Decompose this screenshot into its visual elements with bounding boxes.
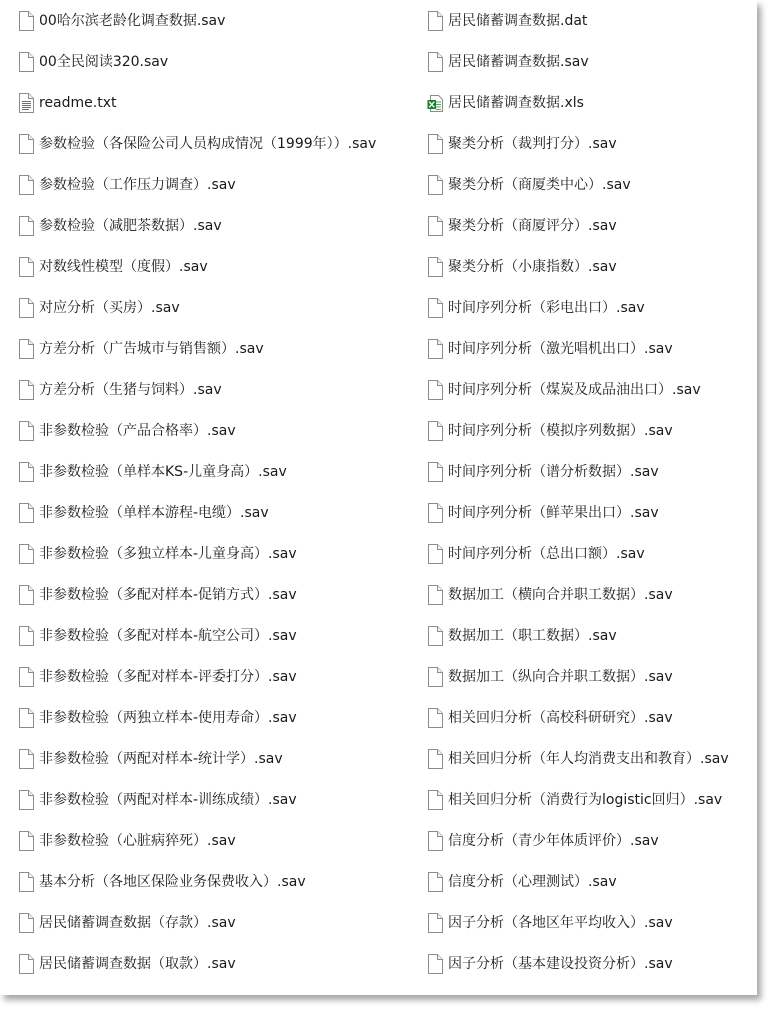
file-item[interactable]: [18, 902, 236, 943]
file-item[interactable]: [427, 574, 673, 615]
file-name: 非参数检验（单样本游程-电缆）.sav: [39, 504, 269, 521]
file-name: 非参数检验（两配对样本-训练成绩）.sav: [39, 791, 297, 808]
excel-file-icon: [427, 93, 443, 113]
file-item[interactable]: [18, 246, 208, 287]
file-name: 非参数检验（两配对样本-统计学）.sav: [39, 750, 283, 767]
file-item[interactable]: [427, 697, 673, 738]
file-item[interactable]: [18, 533, 297, 574]
blank-file-icon: [427, 790, 443, 810]
blank-file-icon: [18, 134, 34, 154]
file-name: 信度分析（心理测试）.sav: [448, 873, 617, 890]
file-item[interactable]: [427, 246, 617, 287]
file-name: 非参数检验（多配对样本-评委打分）.sav: [39, 668, 297, 685]
file-name: 非参数检验（两独立样本-使用寿命）.sav: [39, 709, 297, 726]
file-item[interactable]: [18, 205, 222, 246]
file-name: readme.txt: [39, 94, 117, 111]
blank-file-icon: [18, 585, 34, 605]
file-item[interactable]: [18, 656, 297, 697]
file-name: 聚类分析（裁判打分）.sav: [448, 135, 617, 152]
file-item[interactable]: [427, 943, 673, 984]
file-name: 非参数检验（多配对样本-航空公司）.sav: [39, 627, 297, 644]
file-name: 时间序列分析（彩电出口）.sav: [448, 299, 645, 316]
blank-file-icon: [18, 626, 34, 646]
file-item[interactable]: [427, 369, 701, 410]
file-item[interactable]: [18, 410, 236, 451]
file-name: 居民储蓄调查数据（取款）.sav: [39, 955, 236, 972]
file-name: 方差分析（生猪与饲料）.sav: [39, 381, 222, 398]
blank-file-icon: [427, 708, 443, 728]
file-item[interactable]: [427, 41, 589, 82]
file-name: 对数线性模型（度假）.sav: [39, 258, 208, 275]
file-name: 时间序列分析（鲜苹果出口）.sav: [448, 504, 659, 521]
blank-file-icon: [427, 913, 443, 933]
file-item[interactable]: [18, 738, 283, 779]
blank-file-icon: [18, 790, 34, 810]
blank-file-icon: [18, 503, 34, 523]
file-item[interactable]: [18, 0, 225, 41]
file-item[interactable]: [427, 410, 673, 451]
file-name: 时间序列分析（激光唱机出口）.sav: [448, 340, 673, 357]
blank-file-icon: [18, 544, 34, 564]
file-name: 对应分析（买房）.sav: [39, 299, 180, 316]
file-item[interactable]: [18, 861, 306, 902]
blank-file-icon: [427, 872, 443, 892]
blank-file-icon: [18, 831, 34, 851]
file-name: 时间序列分析（总出口额）.sav: [448, 545, 645, 562]
file-item[interactable]: [18, 41, 168, 82]
file-item[interactable]: [18, 492, 269, 533]
blank-file-icon: [427, 52, 443, 72]
file-item[interactable]: [427, 287, 645, 328]
blank-file-icon: [18, 298, 34, 318]
file-item[interactable]: [427, 615, 617, 656]
file-item[interactable]: [427, 902, 673, 943]
file-item[interactable]: [18, 164, 236, 205]
file-name: 数据加工（纵向合并职工数据）.sav: [448, 668, 673, 685]
blank-file-icon: [427, 175, 443, 195]
blank-file-icon: [18, 913, 34, 933]
blank-file-icon: [427, 257, 443, 277]
blank-file-icon: [18, 462, 34, 482]
file-name: 相关回归分析（消费行为logistic回归）.sav: [448, 791, 723, 808]
file-name: 因子分析（各地区年平均收入）.sav: [448, 914, 673, 931]
file-name: 参数检验（工作压力调查）.sav: [39, 176, 236, 193]
blank-file-icon: [18, 954, 34, 974]
blank-file-icon: [427, 626, 443, 646]
file-name: 基本分析（各地区保险业务保费收入）.sav: [39, 873, 306, 890]
file-item[interactable]: [427, 738, 729, 779]
blank-file-icon: [427, 298, 443, 318]
file-item[interactable]: [427, 779, 722, 820]
blank-file-icon: [427, 544, 443, 564]
file-item[interactable]: [427, 492, 659, 533]
blank-file-icon: [427, 380, 443, 400]
file-name: 非参数检验（单样本KS-儿童身高）.sav: [39, 463, 287, 480]
blank-file-icon: [427, 134, 443, 154]
file-name: 00全民阅读320.sav: [39, 53, 169, 70]
file-name: 居民储蓄调查数据.dat: [448, 12, 588, 29]
blank-file-icon: [18, 339, 34, 359]
blank-file-icon: [18, 708, 34, 728]
file-name: 非参数检验（产品合格率）.sav: [39, 422, 236, 439]
blank-file-icon: [18, 175, 34, 195]
file-item[interactable]: [427, 656, 673, 697]
blank-file-icon: [427, 749, 443, 769]
blank-file-icon: [427, 339, 443, 359]
blank-file-icon: [18, 872, 34, 892]
file-name: 00哈尔滨老龄化调查数据.sav: [39, 12, 226, 29]
blank-file-icon: [427, 831, 443, 851]
blank-file-icon: [427, 585, 443, 605]
file-item[interactable]: [18, 287, 180, 328]
file-name: 参数检验（各保险公司人员构成情况（1999年））.sav: [39, 135, 377, 152]
file-item[interactable]: [427, 0, 587, 41]
file-item[interactable]: [427, 861, 617, 902]
file-item[interactable]: [18, 697, 297, 738]
file-name: 聚类分析（商厦评分）.sav: [448, 217, 617, 234]
file-item[interactable]: [18, 574, 297, 615]
file-name: 时间序列分析（模拟序列数据）.sav: [448, 422, 673, 439]
file-name: 居民储蓄调查数据.sav: [448, 53, 589, 70]
file-item[interactable]: [18, 328, 264, 369]
blank-file-icon: [18, 421, 34, 441]
blank-file-icon: [18, 749, 34, 769]
file-name: 数据加工（横向合并职工数据）.sav: [448, 586, 673, 603]
file-name: 相关回归分析（年人均消费支出和教育）.sav: [448, 750, 729, 767]
blank-file-icon: [18, 11, 34, 31]
blank-file-icon: [427, 11, 443, 31]
file-item[interactable]: [18, 943, 236, 984]
file-name: 非参数检验（多独立样本-儿童身高）.sav: [39, 545, 297, 562]
blank-file-icon: [427, 216, 443, 236]
file-item[interactable]: [18, 123, 376, 164]
file-name: 居民储蓄调查数据.xls: [448, 94, 584, 111]
file-name: 时间序列分析（谱分析数据）.sav: [448, 463, 659, 480]
file-name: 非参数检验（多配对样本-促销方式）.sav: [39, 586, 297, 603]
file-item[interactable]: [427, 533, 645, 574]
file-item[interactable]: [427, 123, 617, 164]
file-item[interactable]: [427, 820, 659, 861]
blank-file-icon: [427, 421, 443, 441]
file-name: 参数检验（减肥茶数据）.sav: [39, 217, 222, 234]
file-item[interactable]: [18, 82, 117, 123]
file-item[interactable]: [18, 615, 297, 656]
blank-file-icon: [18, 216, 34, 236]
file-item[interactable]: [18, 369, 222, 410]
text-file-icon: [18, 93, 34, 113]
blank-file-icon: [18, 257, 34, 277]
file-item[interactable]: [18, 820, 236, 861]
file-name: 方差分析（广告城市与销售额）.sav: [39, 340, 264, 357]
file-name: 相关回归分析（高校科研研究）.sav: [448, 709, 673, 726]
file-name: 数据加工（职工数据）.sav: [448, 627, 617, 644]
blank-file-icon: [427, 954, 443, 974]
file-name: 聚类分析（商厦类中心）.sav: [448, 176, 631, 193]
file-name: 时间序列分析（煤炭及成品油出口）.sav: [448, 381, 701, 398]
file-name: 因子分析（基本建设投资分析）.sav: [448, 955, 673, 972]
file-item[interactable]: [427, 82, 584, 123]
blank-file-icon: [427, 667, 443, 687]
file-name: 非参数检验（心脏病猝死）.sav: [39, 832, 236, 849]
blank-file-icon: [427, 503, 443, 523]
file-item[interactable]: [18, 451, 287, 492]
file-name: 信度分析（青少年体质评价）.sav: [448, 832, 659, 849]
blank-file-icon: [427, 462, 443, 482]
file-name: 聚类分析（小康指数）.sav: [448, 258, 617, 275]
blank-file-icon: [18, 380, 34, 400]
blank-file-icon: [18, 52, 34, 72]
file-item[interactable]: [427, 328, 673, 369]
file-item[interactable]: [427, 164, 631, 205]
file-item[interactable]: [18, 779, 297, 820]
blank-file-icon: [18, 667, 34, 687]
file-name: 居民储蓄调查数据（存款）.sav: [39, 914, 236, 931]
file-item[interactable]: [427, 451, 659, 492]
file-item[interactable]: [427, 205, 617, 246]
